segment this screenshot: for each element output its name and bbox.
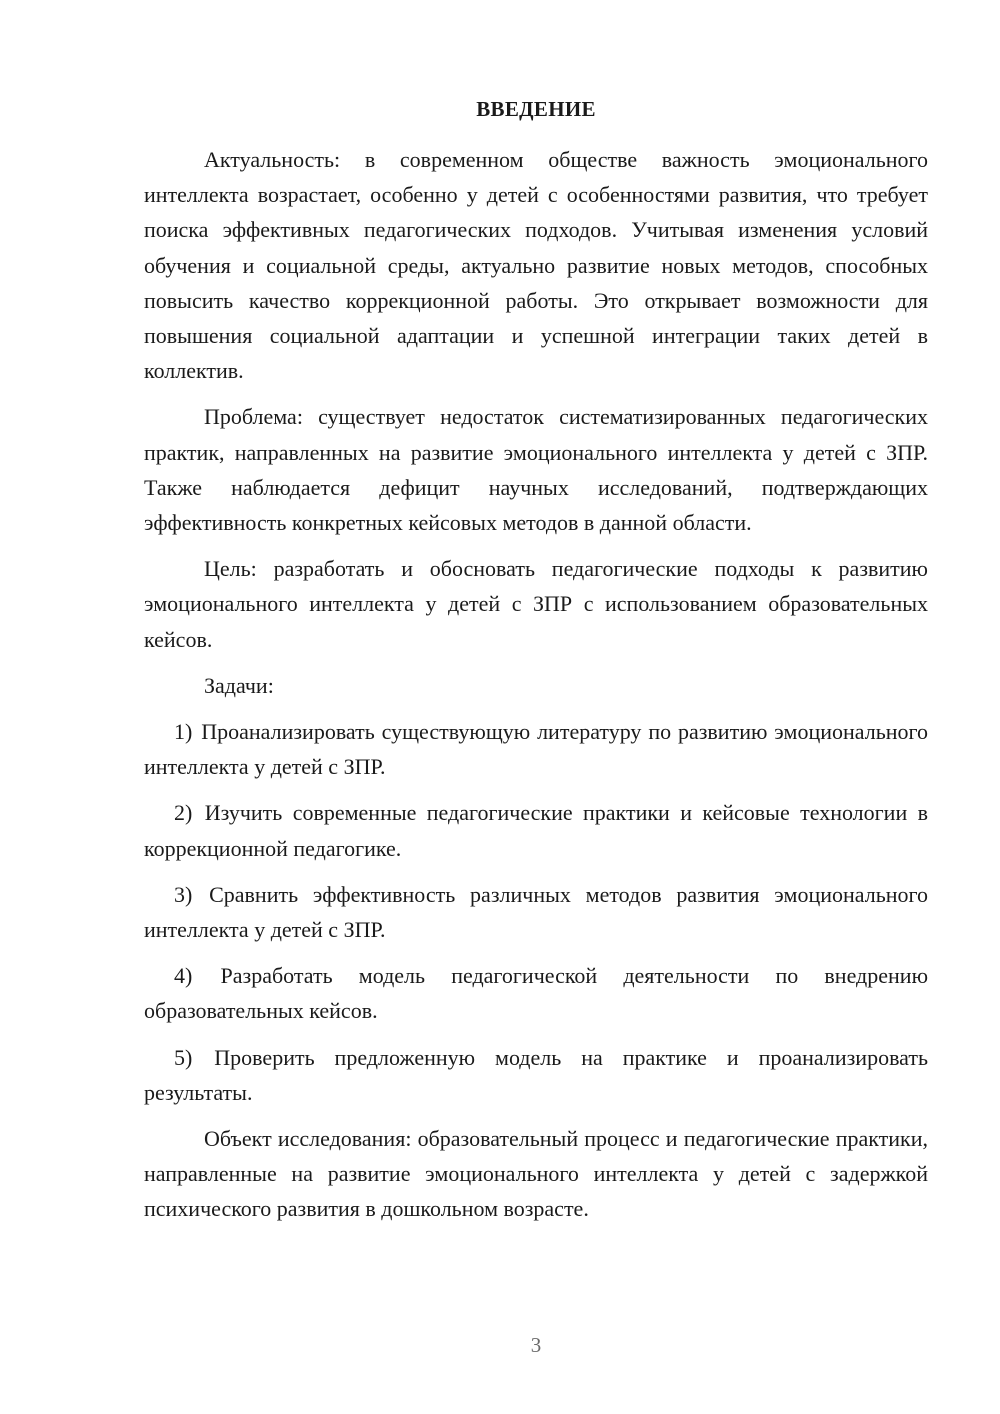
- task-number: 2): [174, 800, 193, 826]
- paragraph-object: Объект исследования: образовательный процесс и педагогические практики, направленные на развитие эмоционального интеллекта у детей с задержкой психического развития в дошкольном возрасте.: [144, 1126, 928, 1222]
- task-item-3: [144, 877, 928, 947]
- task-item-1: [144, 714, 928, 784]
- task-item-4: [144, 958, 928, 1028]
- paragraph-goal: Цель: разработать и обосновать педагогические подходы к развитию эмоционального интеллекта у детей с ЗПР с использованием образовательных кейсов.: [144, 556, 928, 652]
- paragraph-problem: Проблема: существует недостаток систематизированных педагогических практик, направленных на развитие эмоционального интеллекта у детей с ЗПР. Также наблюдается дефицит научных исследований, подтверждающих эффективность конкретных кейсовых методов в данной области.: [144, 404, 928, 536]
- task-item-2: [144, 795, 928, 865]
- task-number: 4): [174, 963, 193, 989]
- page-number: 3: [530, 1333, 542, 1357]
- task-item-5: [144, 1040, 928, 1110]
- task-number: 3): [174, 881, 193, 907]
- task-text: Разработать модель педагогической деятельности по внедрению образовательных кейсов.: [144, 963, 928, 1024]
- task-text: Проанализировать существующую литературу по развитию эмоционального интеллекта у детей с ЗПР.: [144, 719, 928, 780]
- task-number: 1): [174, 719, 193, 745]
- tasks-heading: Задачи:: [204, 672, 274, 698]
- task-text: Изучить современные педагогические практики и кейсовые технологии в коррекционной педагогике.: [144, 800, 929, 861]
- task-text: Проверить предложенную модель на практике и проанализировать результаты.: [144, 1044, 929, 1105]
- task-text: Сравнить эффективность различных методов развития эмоционального интеллекта у детей с ЗПР.: [144, 881, 928, 943]
- body-text: [144, 142, 928, 1238]
- page-title: ВВЕДЕНИЕ: [476, 97, 596, 121]
- paragraph-relevance: Актуальность: в современном обществе важность эмоционального интеллекта возрастает, особенно у детей с особенностями развития, что требует поиска эффективных педагогических подходов. Учитывая изменения условий обучения и социальной среды, актуально развитие новых методов, способных повысить качество коррекционной работы. Это открывает возможности для повышения социальной адаптации и успешной интеграции таких детей в коллектив.: [144, 147, 928, 384]
- task-number: 5): [174, 1044, 193, 1070]
